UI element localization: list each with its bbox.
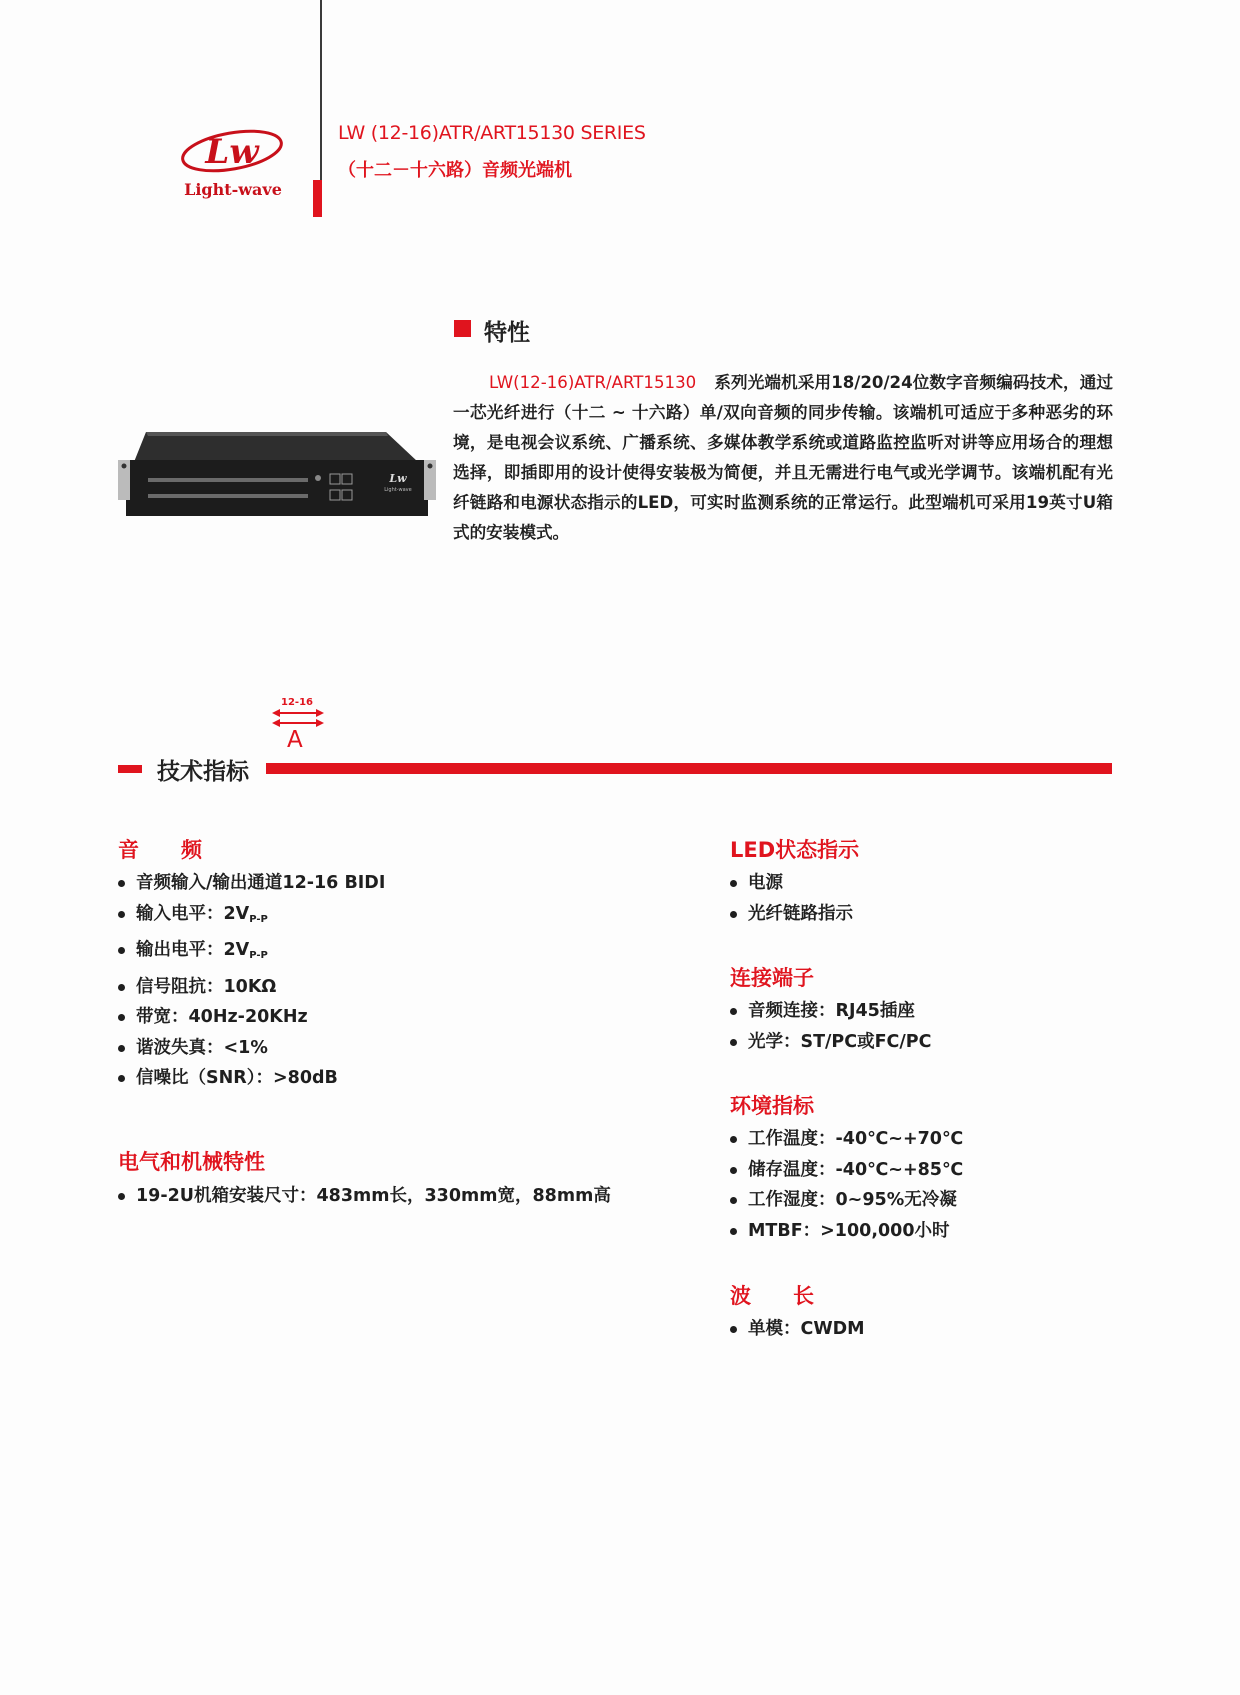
series-subtitle: （十二－十六路）音频光端机	[338, 160, 572, 181]
list-item: 储存温度：-40℃~+85℃	[730, 1155, 963, 1186]
list-item: 单模：CWDM	[730, 1314, 865, 1345]
connectors-list	[730, 996, 931, 1057]
features-title: 特性	[484, 320, 530, 346]
connectors-section-title: 连接端子	[730, 966, 814, 990]
audio-list	[118, 868, 385, 1094]
wavelength-section-title: 波 长	[730, 1284, 814, 1308]
features-marker	[454, 320, 471, 337]
product-image	[118, 428, 436, 518]
environment-list	[730, 1124, 963, 1246]
mechanical-section-title: 电气和机械特性	[118, 1150, 265, 1174]
audio-section-title: 音 频	[118, 838, 202, 862]
list-item: 音频输入/输出通道12-16 BIDI	[118, 868, 385, 899]
list-item: 信号阻抗：10KΩ	[118, 972, 385, 1003]
list-item: 工作湿度：0~95%无冷凝	[730, 1185, 963, 1216]
list-item: 光学：ST/PC或FC/PC	[730, 1027, 931, 1058]
header-accent-bar	[313, 180, 322, 217]
features-description	[453, 368, 1113, 548]
specs-title: 技术指标	[157, 759, 249, 785]
list-item: 输入电平：$2V_{P-P}$	[118, 899, 385, 936]
specs-rule	[266, 763, 1112, 774]
description-text: 系列光端机采用18/20/24位数字音频编码技术，通过一芯光纤进行（十二 ~ 十六路）单/双向音频的同步传输。该端机可适应于多种恶劣的环境，是电视会议系统、广播系统、多媒体教学系统或道路监控监听对讲等应用场合的理想选择，即插即用的设计使得安装极为简便，并且无需进行电气或光学调节。该端机配有光纤链路和电源状态指示的LED，可实时监测系统的正常运行。此型端机可采用19英寸U箱式的安装模式。	[453, 373, 1113, 542]
wavelength-list	[730, 1314, 865, 1345]
mechanical-list	[118, 1181, 611, 1212]
list-item: 带宽：40Hz-20KHz	[118, 1002, 385, 1033]
model-name: LW(12-16)ATR/ART15130	[489, 373, 697, 392]
list-item: MTBF：>100,000小时	[730, 1216, 963, 1247]
list-item: 谐波失真：<1%	[118, 1033, 385, 1064]
list-item: 电源	[730, 868, 853, 899]
specs-marker	[118, 765, 142, 773]
list-item: 19-2U机箱安装尺寸：483mm长，330mm宽，88mm高	[118, 1181, 611, 1212]
led-list	[730, 868, 853, 929]
list-item: 工作温度：-40℃~+70℃	[730, 1124, 963, 1155]
series-title: LW (12-16)ATR/ART15130 SERIES	[338, 122, 646, 144]
led-section-title: LED状态指示	[730, 838, 860, 862]
list-item: 音频连接：RJ45插座	[730, 996, 931, 1027]
diagram-channel-label: 12-16	[281, 697, 313, 708]
list-item: 信噪比（SNR）：>80dB	[118, 1063, 385, 1094]
logo-subtitle: Light-wave	[184, 180, 282, 199]
environment-section-title: 环境指标	[730, 1094, 814, 1118]
svg-text:Light-wave: Light-wave	[384, 487, 412, 493]
list-item: 输出电平：$2V_{P-P}$	[118, 935, 385, 972]
list-item: 光纤链路指示	[730, 899, 853, 930]
svg-text:Lw: Lw	[389, 472, 407, 485]
svg-text:Lw: Lw	[205, 132, 259, 172]
diagram-letter: A	[287, 727, 303, 753]
